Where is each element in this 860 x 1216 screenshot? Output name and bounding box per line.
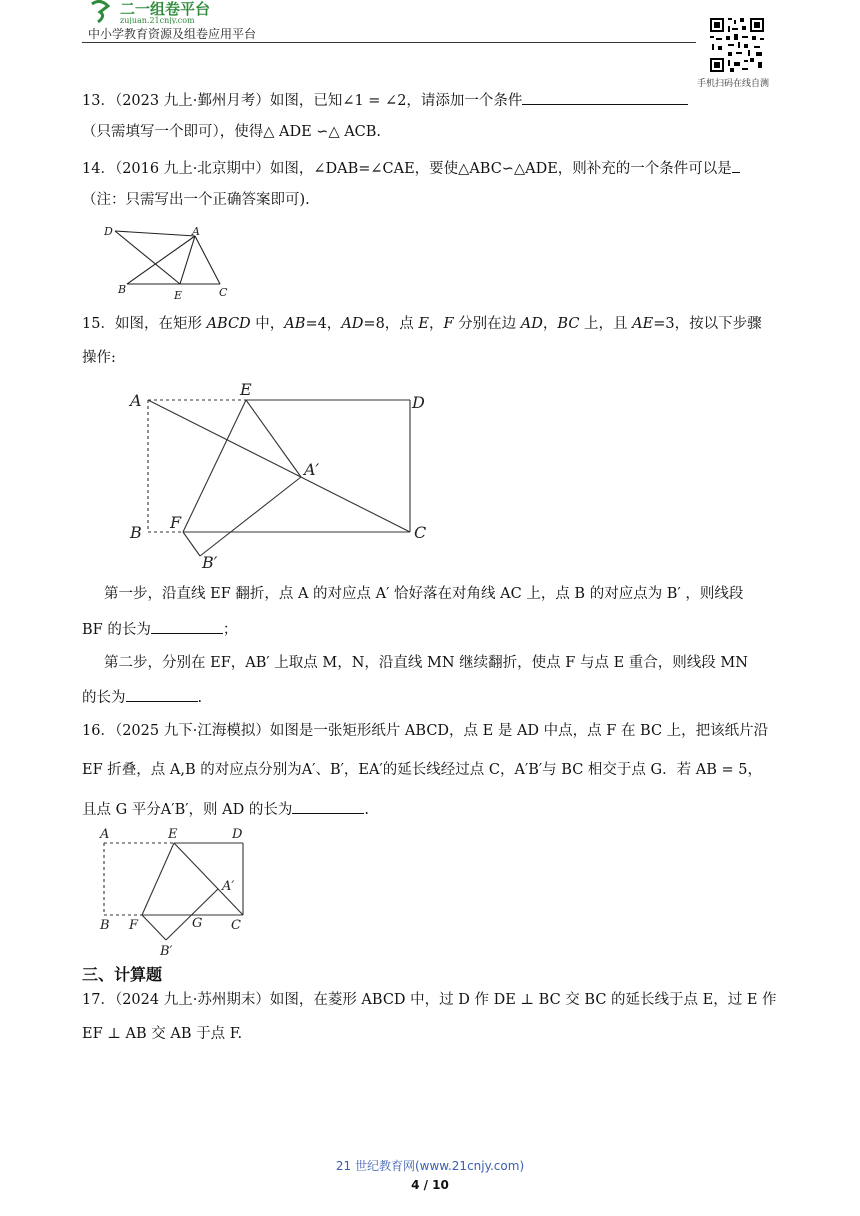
fig14-label-C: C (219, 286, 228, 299)
q16-line2: EF 折叠，点 A,B 的对应点分别为A′、B′，EA′的延长线经过点 C，A′B′与 BC 相交于点 G．若 AB = 5， (82, 762, 762, 778)
figure-q16 (98, 825, 258, 959)
fig14-label-E: E (174, 289, 183, 302)
q14-text: 14．（2016 九上·北京期中）如图，∠DAB=∠CAE，要使△ABC∽△ADE，则补充的一个条件可以是 (82, 161, 732, 177)
q15-step2-line2: 的长为 . (82, 687, 202, 708)
page-number: 4 / 10 (411, 1178, 449, 1192)
q15-line2: 操作: (82, 350, 116, 366)
figure-q14 (100, 220, 240, 304)
fig16-label-F: F (129, 918, 139, 933)
fig16-label-A-prime: A′ (222, 879, 235, 894)
fig16-label-B: B (100, 918, 110, 933)
q13-text: 13．（2023 九上·鄞州月考）如图，已知∠1 = ∠2，请添加一个条件 (82, 93, 523, 109)
fig16-label-D: D (232, 827, 243, 842)
q15-step1-answer-blank[interactable] (151, 619, 223, 634)
fig14-label-A: A (192, 225, 200, 238)
fig16-label-B-prime: B′ (160, 944, 173, 959)
q17-line1: 17．（2024 九上·苏州期末）如图，在菱形 ABCD 中，过 D 作 DE ⊥ BC 交 BC 的延长线于点 E，过 E 作 (82, 992, 777, 1008)
q15-step1-line1: 第一步，沿直线 EF 翻折，点 A 的对应点 A′ 恰好落在对角线 AC 上，点 B 的对应点为 B′ ，则线段 (104, 586, 744, 602)
fig15-label-B: B (130, 523, 142, 542)
q13-line2: （只需填写一个即可），使得△ ADE ∽△ ACB. (82, 124, 382, 140)
q15-step2-line1: 第二步，分别在 EF，AB′ 上取点 M，N，沿直线 MN 继续翻折，使点 F 与点 E 重合，则线段 MN (104, 655, 748, 671)
footer-site-link[interactable]: 21 世纪教育网(www.21cnjy.com) (335, 1159, 525, 1173)
q17-line2: EF ⊥ AB 交 AB 于点 F. (82, 1026, 243, 1042)
q16-line1: 16．（2025 九下·江海模拟）如图是一张矩形纸片 ABCD，点 E 是 AD 中点，点 F 在 BC 上，把该纸片沿 (82, 723, 769, 739)
q14-line2: （注：只需写出一个正确答案即可). (82, 192, 310, 208)
fig14-label-D: D (104, 225, 113, 238)
fig15-label-A-prime: A′ (304, 460, 320, 479)
fig16-label-G: G (192, 916, 203, 931)
section-title: 三、计算题 (82, 965, 163, 984)
q15-step1-line2: BF 的长为 ； (82, 619, 237, 640)
fig16-label-A: A (100, 827, 110, 842)
fig15-label-F: F (170, 513, 182, 532)
header-subtitle: 中小学教育资源及组卷应用平台 (88, 27, 257, 41)
figure-q15 (126, 378, 436, 574)
logo-url-text: zujuan.21cnjy.com (120, 16, 195, 24)
fig15-label-B-prime: B′ (202, 553, 218, 572)
q14-line1 (82, 158, 740, 179)
q13-answer-blank[interactable] (522, 90, 688, 105)
fig15-label-C: C (414, 523, 427, 542)
fig14-label-B: B (118, 283, 127, 296)
site-logo (86, 0, 276, 24)
fig16-label-C: C (231, 918, 241, 933)
q16-line3: 且点 G 平分A′B′，则 AD 的长为 . (82, 799, 369, 820)
fig15-label-A: A (130, 391, 142, 410)
fig16-label-E: E (168, 827, 178, 842)
fig15-label-D: D (412, 393, 425, 412)
q15-line1: 15．如图，在矩形 ABCD 中，AB=4，AD=8，点 E，F 分别在边 AD，BC 上，且 AE=3，按以下步骤 (82, 316, 762, 332)
logo-text: 二一组卷平台 (120, 0, 211, 18)
q16-answer-blank[interactable] (292, 799, 364, 814)
q14-answer-blank[interactable] (732, 158, 740, 173)
q15-step2-answer-blank[interactable] (126, 687, 198, 702)
qr-caption: 手机扫码在线自测 (697, 79, 770, 89)
fig15-label-E: E (240, 380, 252, 399)
q13-line1 (82, 90, 688, 111)
qr-code-icon[interactable] (708, 16, 766, 74)
header-divider (82, 42, 696, 43)
